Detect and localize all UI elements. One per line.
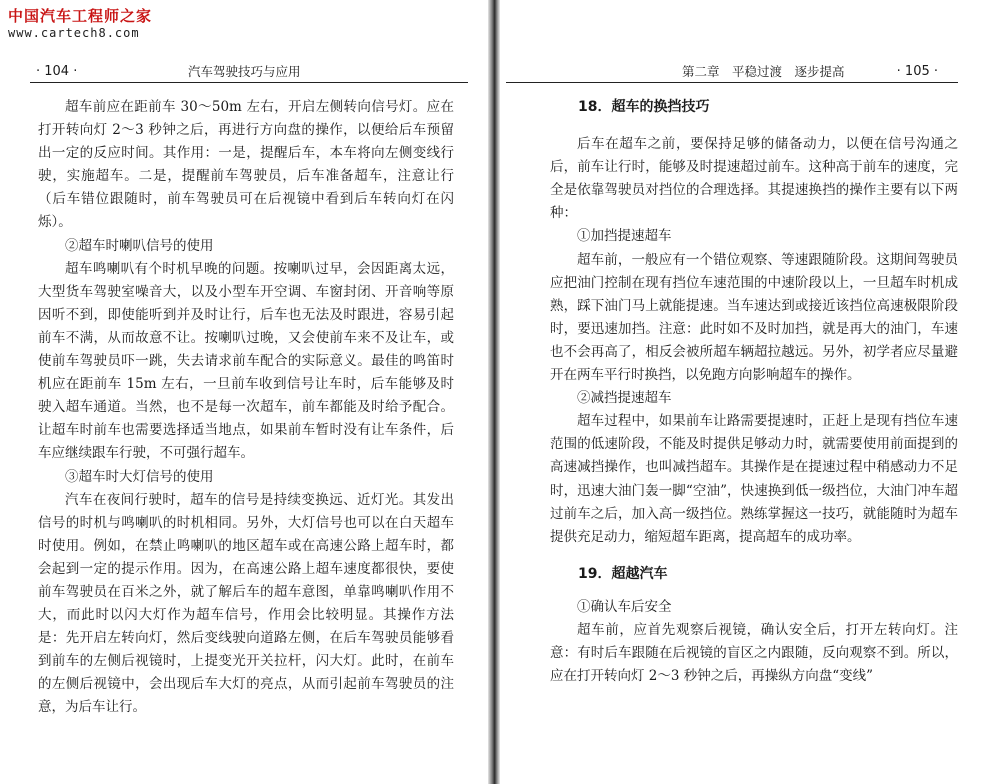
left-running-title: 汽车驾驶技巧与应用: [188, 64, 301, 79]
body-paragraph: 超车鸣喇叭有个时机早晚的问题。按喇叭过早，会因距离太远，大型货车驾驶室噪音大，以及小型车开空调、车窗封闭、开音响等原因听不到，即使能听到并及时让行，后车也无法及时跟进，容易引起前车不满，从而故意不让。按喇叭过晚，又会使前车来不及让车，或使前车驾驶员吓一跳，失去请求前车配合的实际意义。最佳的鸣笛时机应在距前车 15m 左右，一旦前车收到信号让车时，后车能够及时驶入超车通道。当然，也不是每一次超车，前车都能及时给予配合。让超车时前车也需要选择适当地点，如果前车暂时没有让车条件，后车应继续跟车行驶，不可强行超车。: [38, 260, 454, 462]
site-watermark: [8, 6, 152, 40]
section-heading-19: 19．超越汽车: [578, 565, 668, 582]
body-paragraph: 超车前，一般应有一个错位观察、等速跟随阶段。这期间驾驶员应把油门控制在现有挡位车速范围的中速阶段以上，一旦超车时机成熟，踩下油门马上就能提速。当车速达到或接近该挡位高速极限阶段时，要迅速加挡。注意：此时如不及时加挡，就是再大的油门，车速也不会再高了，相反会被所超车辆超拉越远。另外，初学者应尽量避开在两车平行时换挡，以免跑方向影响超车的操作。: [550, 251, 958, 384]
left-running-header: [30, 62, 468, 83]
right-page-body: [550, 96, 958, 688]
right-page-number: · 105 ·: [896, 64, 938, 79]
right-running-title: 第二章 平稳过渡 逐步提高: [682, 64, 845, 79]
subheading-downshift: ②减挡提速超车: [577, 390, 672, 407]
left-page-number: · 104 ·: [36, 64, 78, 79]
section-heading-18: 18．超车的换挡技巧: [578, 99, 710, 115]
right-page: [500, 0, 992, 784]
subheading-rear-safety: ①确认车后安全: [577, 598, 672, 615]
left-page: [0, 0, 490, 784]
subheading-upshift: ①加挡提速超车: [577, 228, 672, 245]
body-paragraph: 汽车在夜间行驶时，超车的信号是持续变换远、近灯光。其发出信号的时机与鸣喇叭的时机相同。另外，大灯信号也可以在白天超车时使用。例如，在禁止鸣喇叭的地区超车或在高速公路上超车时，都会起到一定的提示作用。因为，在高速公路上超车速度都很快，要使前车驾驶员在百米之外，就了解后车的超车意图，单靠鸣喇叭作用不大，而此时以闪大灯作为超车信号，作用会比较明显。其操作方法是：先开启左转向灯，然后变线驶向道路左侧，在后车驾驶员能够看到前车的左侧后视镜时，上提变光开关拉杆，闪大灯。此时，在前车的左侧后视镜中，会出现后车大灯的亮点，从而引起前车驾驶员的注意，为后车让行。: [38, 491, 454, 716]
subheading-headlight-signal: ③超车时大灯信号的使用: [65, 468, 214, 485]
left-page-body: [38, 96, 454, 720]
watermark-site-name: 中国汽车工程师之家: [8, 7, 153, 25]
right-running-header: [506, 62, 958, 83]
book-spine: [488, 0, 500, 784]
body-paragraph: 超车前，应首先观察后视镜，确认安全后，打开左转向灯。注意：有时后车跟随在后视镜的盲区之内跟随，反向观察不到。所以，应在打开转向灯 2～3 秒钟之后，再操纵方向盘“变线”: [550, 621, 958, 685]
body-paragraph: 后车在超车之前，要保持足够的储备动力，以便在信号沟通之后，前车让行时，能够及时提速超过前车。这种高于前车的速度，完全是依靠驾驶员对挡位的合理选择。其提速换挡的操作主要有以下两种：: [550, 136, 958, 222]
subheading-horn-signal: ②超车时喇叭信号的使用: [65, 237, 214, 254]
body-paragraph: 超车前应在距前车 30～50m 左右，开启左侧转向信号灯。应在打开转向灯 2～3 秒钟之后，再进行方向盘的操作，以便给后车预留出一定的反应时间。其作用：一是，提醒后车，本车将向左侧变线行驶，实施超车。二是，提醒前车驾驶员，后车准备超车，注意让行（后车错位跟随时，前车驾驶员可在后视镜中看到后车转向灯在闪烁）。: [38, 99, 454, 231]
watermark-url: www.cartech8.com: [8, 26, 140, 40]
body-paragraph: 超车过程中，如果前车让路需要提速时，正赶上是现有挡位车速范围的低速阶段，不能及时提供足够动力时，就需要使用前面提到的高速减挡操作，也叫减挡超车。其操作是在提速过程中稍感动力不足时，迅速大油门轰一脚“空油”，快速换到低一级挡位，大油门冲车超过前车之后，加入高一级挡位。熟练掌握这一技巧，就能随时为超车提供充足动力，缩短超车距离，提高超车的成功率。: [550, 413, 958, 545]
